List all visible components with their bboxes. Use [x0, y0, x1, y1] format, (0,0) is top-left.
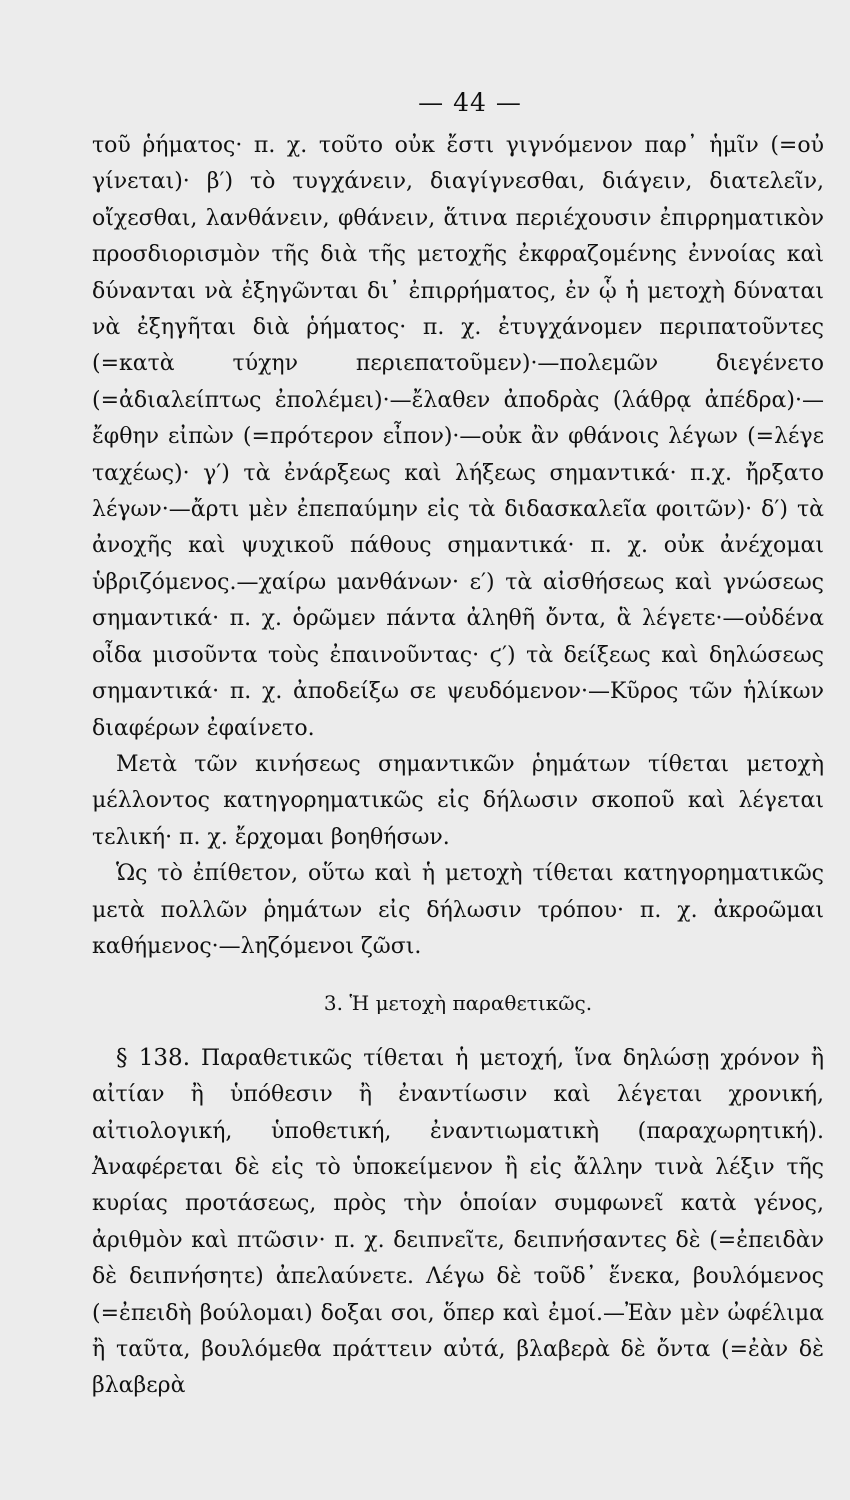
paragraph-manner-participle: Ὡς τὸ ἐπίθετον, οὕτω καὶ ἡ μετοχὴ τίθεται κατηγορηματικῶς μετὰ πολλῶν ῥημάτων εἰς δήλωσιν τρόπου· π. χ. ἀκροῶμαι καθήμενος·—ληζόμενοι ζῶσι. [92, 861, 824, 959]
subheading: 3. Ἡ μετοχὴ παραθετικῶς. [323, 991, 593, 1016]
page-number: — 44 — [418, 88, 522, 117]
paragraph-future-participle: Μετὰ τῶν κινήσεως σημαντικῶν ῥημάτων τίθεται μετοχὴ μέλλοντος κατηγορηματικῶς εἰς δήλωσιν σκοποῦ καὶ λέγεται τελική· π. χ. ἔρχομαι βοηθήσων. [92, 751, 824, 850]
paragraph-verbs-with-participle: τοῦ ῥήματος· π. χ. τοῦτο οὐκ ἔστι γιγνόμενον παρ᾽ ἡμῖν (=οὐ γίνεται)· β′) τὸ τυγχάνειν, διαγίγνεσθαι, διάγειν, διατελεῖν, οἴχεσθαι, λανθάνειν, φθάνειν, ἅτινα περιέχουσιν ἐπιρρηματικὸν προσδιορισμὸν τῆς διὰ τῆς μετοχῆς ἐκφραζομένης ἐννοίας καὶ δύνανται νὰ ἐξηγῶνται δι᾽ ἐπιρρήματος, ἐν ᾧ ἡ μετοχὴ δύναται νὰ ἐξηγῆται διὰ ῥήματος· π. χ. ἐτυγχάνομεν περιπατοῦντες (=κατὰ τύχην περιεπατοῦμεν)·—πολεμῶν διεγένετο (=ἀδιαλείπτως ἐπολέμει)·—ἔλαθεν ἀποδρὰς (λάθρᾳ ἀπέδρα)·—ἔφθην εἰπὼν (=πρότερον εἶπον)·—οὐκ ἂν φθάνοις λέγων (=λέγε ταχέως)· γ′) τὰ ἐνάρξεως καὶ λήξεως σημαντικά· π.χ. ἤρξατο λέγων·—ἄρτι μὲν ἐπεπαύμην εἰς τὰ διδασκαλεῖα φοιτῶν)· δ′) τὰ ἀνοχῆς καὶ ψυχικοῦ πάθους σημαντικά· π. χ. οὐκ ἀνέχομαι ὑβριζόμενος.—χαίρω μανθάνων· ε′) τὰ αἰσθήσεως καὶ γνώσεως σημαντικά· π. χ. ὁρῶμεν πάντα ἀληθῆ ὄντα, ἃ λέγετε·—οὐδένα οἶδα μισοῦντα τοὺς ἐπαινοῦντας· ϛ′) τὰ δείξεως καὶ δηλώσεως σημαντικά· π. χ. ἀποδείξω σε ψευδόμενον·—Κῦρος τῶν ἡλίκων διαφέρων ἐφαίνετο. [92, 133, 824, 741]
page-body [92, 128, 824, 1405]
section-paragraph [92, 1040, 824, 1405]
section-text: Παραθετικῶς τίθεται ἡ μετοχή, ἵνα δηλώσῃ χρόνον ἢ αἰτίαν ἢ ὑπόθεσιν ἢ ἐναντίωσιν καὶ λέγεται χρονική, αἰτιολογική, ὑποθετική, ἐναντιωματικὴ (παραχωρητική). Ἀναφέρεται δὲ εἰς τὸ ὑποκείμενον ἢ εἰς ἄλλην τινὰ λέξιν τῆς κυρίας προτάσεως, πρὸς τὴν ὁποίαν συμφωνεῖ κατὰ γένος, ἀριθμὸν καὶ πτῶσιν· π. χ. δειπνεῖτε, δειπνήσαντες δὲ (=ἐπειδὰν δὲ δειπνήσητε) ἀπελαύνετε. Λέγω δὲ τοῦδ᾽ ἕνεκα, βουλόμενος (=ἐπειδὴ βούλομαι) δοξαι σοι, ὅπερ καὶ ἐμοί.—Ἐὰν μὲν ὠφέλιμα ἢ ταῦτα, βουλόμεθα πράττειν αὐτά, βλαβερὰ δὲ ὄντα (=ἐὰν δὲ βλαβερὰ [92, 1045, 824, 1399]
section-number: § 138. [116, 1044, 190, 1071]
